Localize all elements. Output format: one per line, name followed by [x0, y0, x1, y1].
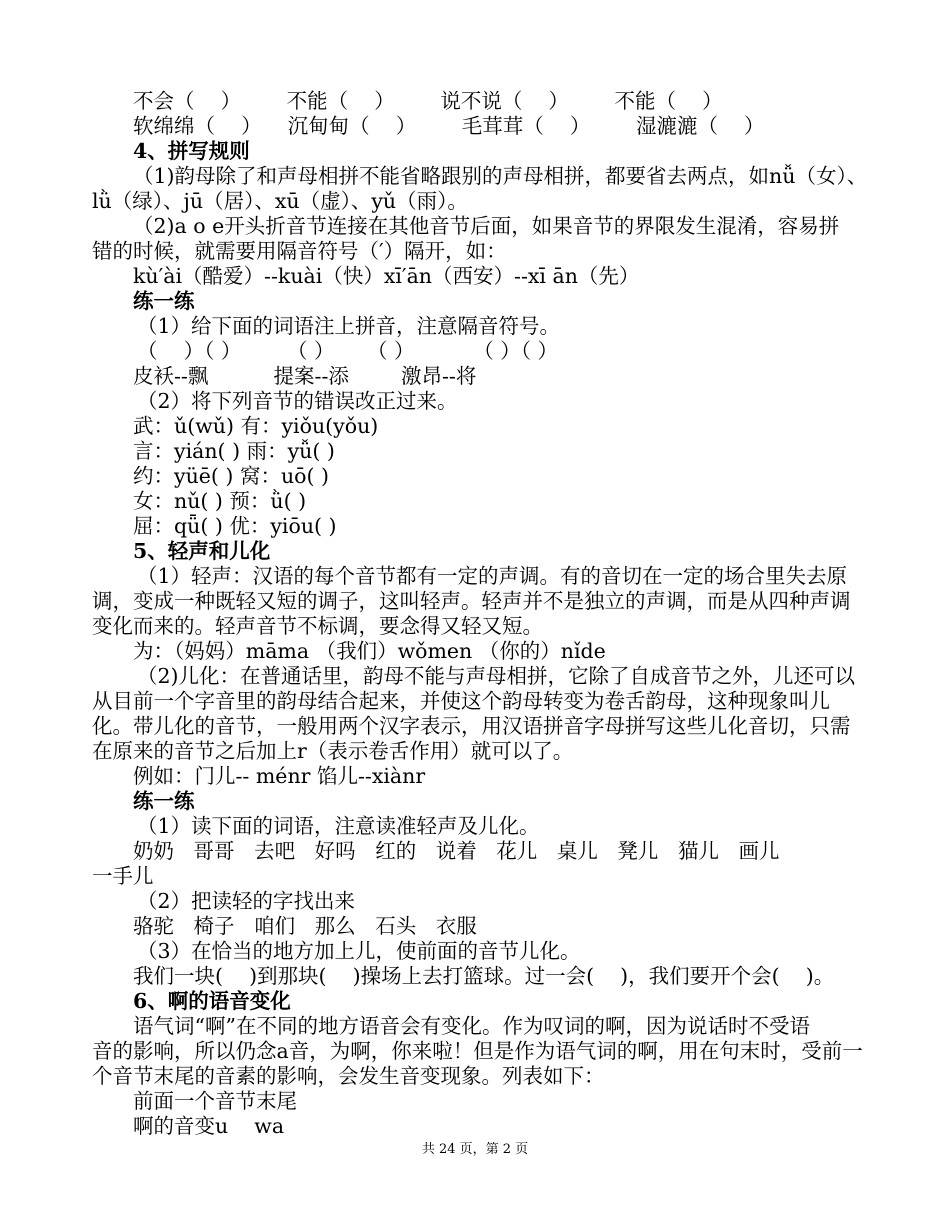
syllable-correction: 言：yián( ) 雨：yǚ( ) — [133, 439, 335, 463]
page-footer: 共 24 页，第 2 页 — [421, 1142, 529, 1157]
section-heading-4: 4、拼写规则 — [133, 139, 250, 163]
section-heading-5: 5、轻声和儿化 — [133, 539, 271, 563]
syllable-correction: 约：yüē( ) 窝：uō( ) — [133, 464, 330, 488]
example-line: 为：（妈妈）māma （我们）wǒmen （你的）nǐde — [133, 639, 606, 663]
paragraph-line: （1）轻声：汉语的每个音节都有一定的声调。有的音切在一定的场合里失去原 — [137, 564, 848, 588]
exercise-words-row: 皮袄--飘 提案--添 激昂--将 — [133, 364, 477, 388]
example-line: kù′ài（酷爱）--kuài（快）xī′ān（西安）--xī ān（先） — [133, 264, 640, 288]
paragraph-line: （2)儿化：在普通话里，韵母不能与声母相拼，它除了自成音节之外，儿还可以 — [137, 664, 856, 688]
paragraph-line: 化。带儿化的音节，一般用两个汉字表示，用汉语拼音字母拼写这些儿化音切，只需 — [92, 714, 851, 738]
exercise-heading: 练一练 — [133, 789, 195, 813]
paragraph-line: 在原来的音节之后加上r（表示卷舌作用）就可以了。 — [92, 739, 574, 763]
practice-row-1: 不会（ ） 不能（ ） 说不说（ ） 不能（ ） — [133, 89, 723, 113]
paragraph-line: 语气词“啊”在不同的地方语音会有变化。作为叹词的啊，因为说话时不受语 — [133, 1014, 810, 1038]
exercise-instruction: （2）将下列音节的错误改正过来。 — [137, 389, 458, 413]
exercise-instruction: （1）给下面的词语注上拼音，注意隔音符号。 — [137, 314, 561, 338]
paragraph-line: 个音节末尾的音素的影响，会发生音变现象。列表如下： — [92, 1064, 605, 1088]
paragraph-line: 音的影响，所以仍念a音，为啊，你来啦！但是作为语气词的啊，用在句末时，受前一 — [92, 1039, 863, 1063]
exercise-words-row: 一手儿 — [92, 864, 154, 888]
table-header-line: 前面一个音节末尾 — [133, 1089, 297, 1113]
exercise-instruction: （3）在恰当的地方加上儿，使前面的音节儿化。 — [137, 939, 581, 963]
exercise-words-row: 奶奶 哥哥 去吧 好吗 红的 说着 花儿 桌儿 凳儿 猫儿 画儿 — [133, 839, 780, 863]
table-row-line: 啊的音变u wa — [133, 1114, 285, 1138]
exercise-words-row: 骆驼 椅子 咱们 那么 石头 衣服 — [133, 914, 477, 938]
syllable-correction: 女：nǔ( ) 预：ǜ( ) — [133, 489, 307, 513]
exercise-instruction: （2）把读轻的字找出来 — [137, 889, 356, 913]
paragraph-line: lǜ（绿）、jū（居）、xū（虚）、yǔ（雨）。 — [92, 189, 468, 213]
section-heading-6: 6、啊的语音变化 — [133, 989, 291, 1013]
paragraph-line: 从目前一个字音里的韵母结合起来，并使这个韵母转变为卷舌韵母，这种现象叫儿 — [92, 689, 830, 713]
exercise-instruction: （1）读下面的词语，注意读准轻声及儿化。 — [137, 814, 540, 838]
example-line: 例如：门儿-- ménr 馅儿--xiànr — [133, 764, 426, 788]
answer-blanks-row: （ ）（ ） （ ） （ ） （ ）（ ） — [137, 339, 558, 363]
paragraph-line: 变化而来的。轻声音节不标调，要念得又轻又短。 — [92, 614, 543, 638]
paragraph-line: （1)韵母除了和声母相拼不能省略跟别的声母相拼，都要省去两点，如nǚ（女）、 — [133, 164, 868, 188]
syllable-correction: 屈：qǖ( ) 优：yiōu( ) — [133, 514, 337, 538]
syllable-correction: 武：ǔ(wǔ) 有：yiǒu(yǒu) — [133, 414, 379, 438]
exercise-sentence: 我们一块( )到那块( )操场上去打篮球。过一会( )，我们要开个会( )。 — [133, 964, 835, 988]
paragraph-line: （2)a o e开头折音节连接在其他音节后面，如果音节的界限发生混淆，容易拼 — [133, 214, 840, 238]
exercise-heading: 练一练 — [133, 289, 195, 313]
paragraph-line: 错的时候，就需要用隔音符号（′）隔开，如： — [92, 239, 507, 263]
paragraph-line: 调，变成一种既轻又短的调子，这叫轻声。轻声并不是独立的声调，而是从四种声调 — [92, 589, 851, 613]
practice-row-2: 软绵绵（ ） 沉甸甸（ ） 毛茸茸（ ） 湿漉漉（ ） — [133, 114, 765, 138]
